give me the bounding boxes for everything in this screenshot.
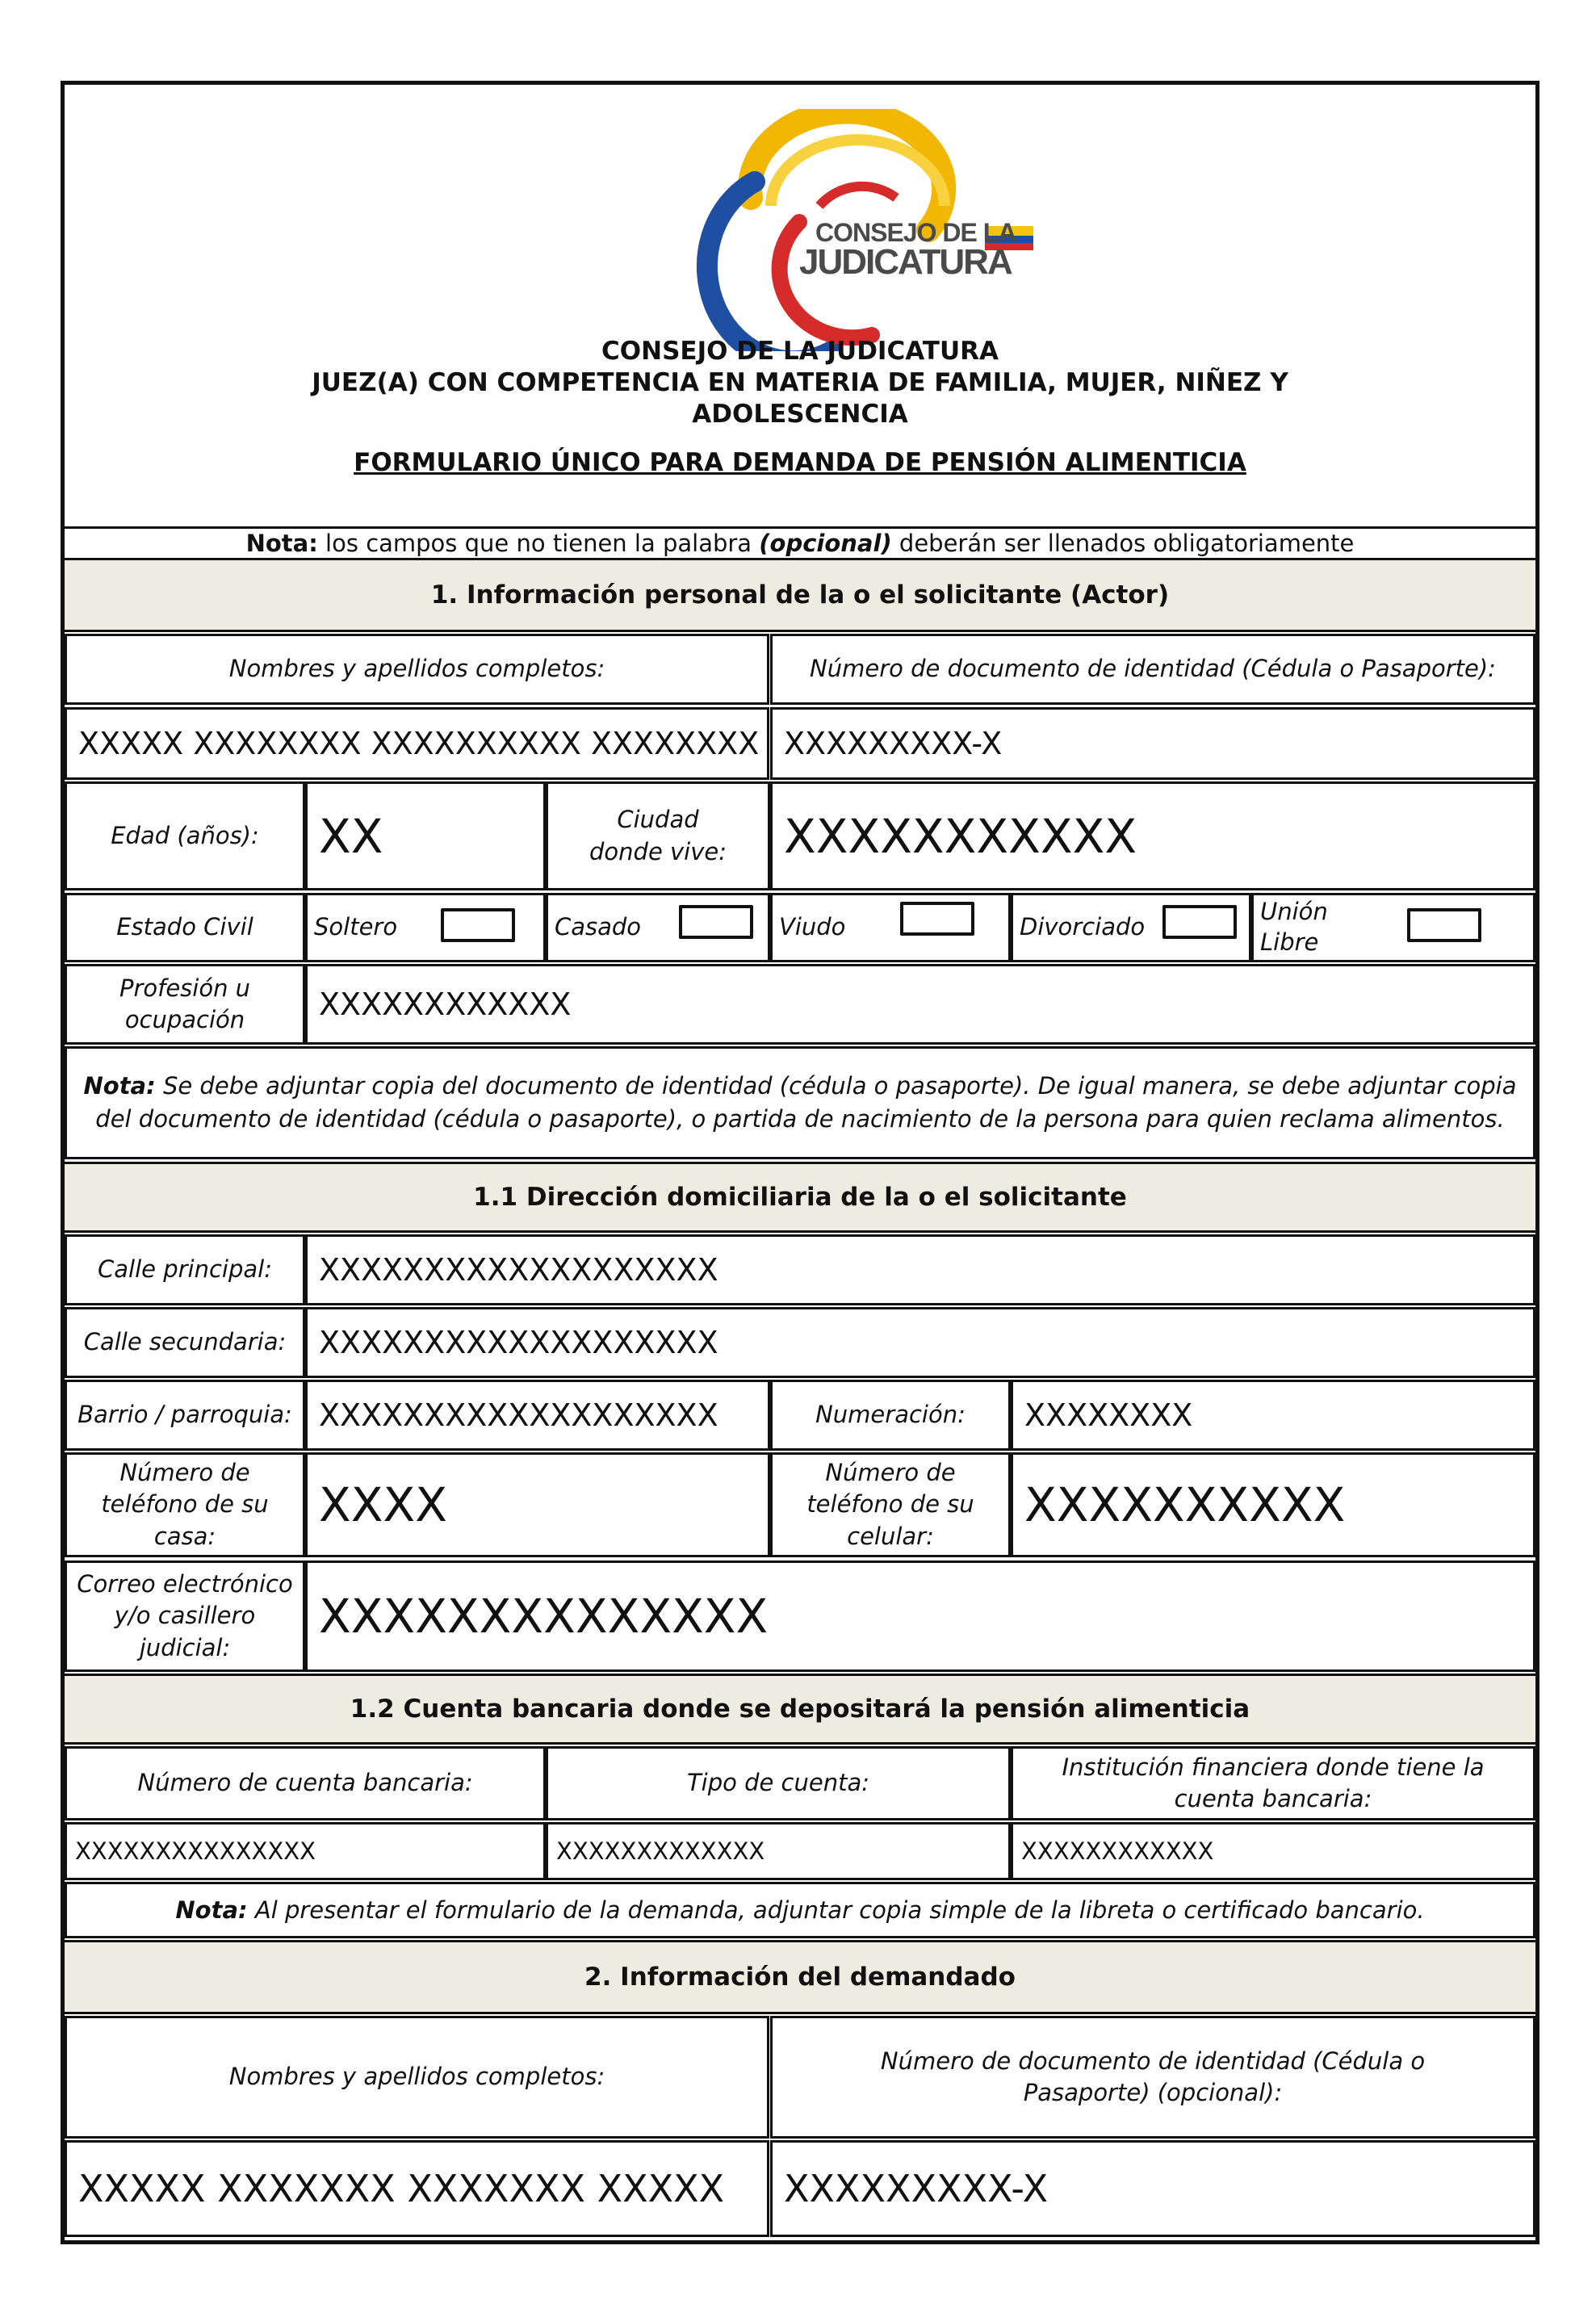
civil-option-label: Divorciado [1020,913,1146,941]
account-type-field[interactable]: XXXXXXXXXXXXX [546,1822,1011,1880]
section12-note-text: Al presentar el formulario de la demanda, adjuntar copia simple de la libreta o certificado bancario. [247,1896,1425,1924]
civil-status-label: Estado Civil [65,893,305,962]
age-label: Edad (años): [65,781,305,890]
civil-option-union-libre[interactable] [1251,893,1535,962]
logo-text-line2: JUDICATURA [799,242,1012,282]
top-note-optional: (opcional) [759,530,892,557]
account-type-label: Tipo de cuenta: [546,1746,1011,1820]
civil-option-label: Viudo [779,913,846,941]
checkbox-viudo[interactable] [900,902,974,936]
cell-phone-label: Número de teléfono de su celular: [770,1452,1011,1557]
civil-option-label: Soltero [314,913,398,941]
form-title-text: FORMULARIO ÚNICO PARA DEMANDA DE PENSIÓN ALIMENTICIA [354,448,1246,477]
city-label: Ciudad donde vive: [546,781,770,890]
section1-title: 1. Información personal de la o el solicitante (Actor) [65,558,1535,632]
civil-option-label: Casado [555,913,642,941]
email-label: Correo electrónico y/o casillero judicial: [65,1561,305,1672]
applicant-id-field[interactable]: XXXXXXXXX-X [770,707,1535,780]
section1-note-text: Se debe adjuntar copia del documento de identidad (cédula o pasaporte). De igual manera, se debe adjuntar copia del documento de identidad (cédula o pasaporte), o partida de nacimiento de la persona para quien reclama alimentos. [95,1072,1524,1133]
form-title [65,448,1535,477]
section2-title: 2. Información del demandado [65,1940,1535,2014]
account-number-field[interactable]: XXXXXXXXXXXXXXX [65,1822,546,1880]
street2-field[interactable]: XXXXXXXXXXXXXXXXXXX [305,1307,1535,1378]
applicant-id-label: Número de documento de identidad (Cédula o Pasaporte): [770,634,1535,705]
section11-title: 1.1 Dirección domiciliaria de la o el solicitante [65,1162,1535,1233]
profession-label: Profesión u ocupación [65,964,305,1045]
profession-field[interactable]: XXXXXXXXXXXX [305,964,1535,1045]
checkbox-union-libre[interactable] [1407,908,1481,942]
civil-option-casado[interactable] [546,893,770,962]
bank-field[interactable]: XXXXXXXXXXXX [1011,1822,1535,1880]
logo-text-line1: CONSEJO DE LA [815,218,1016,247]
checkbox-soltero[interactable] [441,908,515,942]
street-field[interactable]: XXXXXXXXXXXXXXXXXXX [305,1234,1535,1305]
bank-label: Institución financiera donde tiene la cuenta bancaria: [1011,1746,1535,1820]
cell-phone-field[interactable]: XXXXXXXXXX [1011,1452,1535,1557]
number-field[interactable]: XXXXXXXX [1011,1380,1535,1451]
street-label: Calle principal: [65,1234,305,1305]
section1-note-bold: Nota: [83,1072,156,1100]
email-field[interactable]: XXXXXXXXXXXXXX [305,1561,1535,1672]
applicant-name-label: Nombres y apellidos completos: [65,634,769,705]
header-org: CONSEJO DE LA JUDICATURA [601,337,999,366]
header-court-line1: JUEZ(A) CON COMPETENCIA EN MATERIA DE FAMILIA, MUJER, NIÑEZ Y [312,368,1288,397]
barrio-field[interactable]: XXXXXXXXXXXXXXXXXXX [305,1380,770,1451]
section12-title: 1.2 Cuenta bancaria donde se depositará la pensión alimenticia [65,1674,1535,1745]
civil-option-divorciado[interactable] [1011,893,1251,962]
header-court-line2: ADOLESCENCIA [692,400,908,429]
age-field[interactable]: XX [305,781,546,890]
top-note-pre: los campos que no tienen la palabra [317,530,760,557]
top-note [65,526,1535,560]
street2-label: Calle secundaria: [65,1307,305,1378]
defendant-id-field[interactable]: XXXXXXXXX-X [770,2140,1535,2237]
account-number-label: Número de cuenta bancaria: [65,1746,546,1820]
civil-option-soltero[interactable] [305,893,546,962]
number-label: Numeración: [770,1380,1011,1451]
section12-note [65,1882,1535,1938]
checkbox-casado[interactable] [679,905,753,939]
checkbox-divorciado[interactable] [1162,905,1237,939]
section1-note [65,1046,1535,1159]
barrio-label: Barrio / parroquia: [65,1380,305,1451]
city-field[interactable]: XXXXXXXXXXX [770,781,1535,890]
top-note-post: deberán ser llenados obligatoriamente [891,530,1355,557]
home-phone-field[interactable]: XXXX [305,1452,770,1557]
form-frame [61,81,1539,2244]
judicatura-logo [630,109,1049,351]
civil-option-viudo[interactable] [770,893,1011,962]
section12-note-bold: Nota: [175,1896,248,1924]
home-phone-label: Número de teléfono de su casa: [65,1452,305,1557]
defendant-id-label: Número de documento de identidad (Cédula o Pasaporte) (opcional): [770,2016,1535,2139]
civil-option-label: Unión Libre [1260,898,1328,956]
defendant-name-label: Nombres y apellidos completos: [65,2016,769,2139]
defendant-name-field[interactable]: XXXXX XXXXXXX XXXXXXX XXXXX [65,2140,769,2237]
top-note-bold: Nota: [245,530,318,557]
applicant-name-field[interactable]: XXXXX XXXXXXXX XXXXXXXXXX XXXXXXXX [65,707,769,780]
